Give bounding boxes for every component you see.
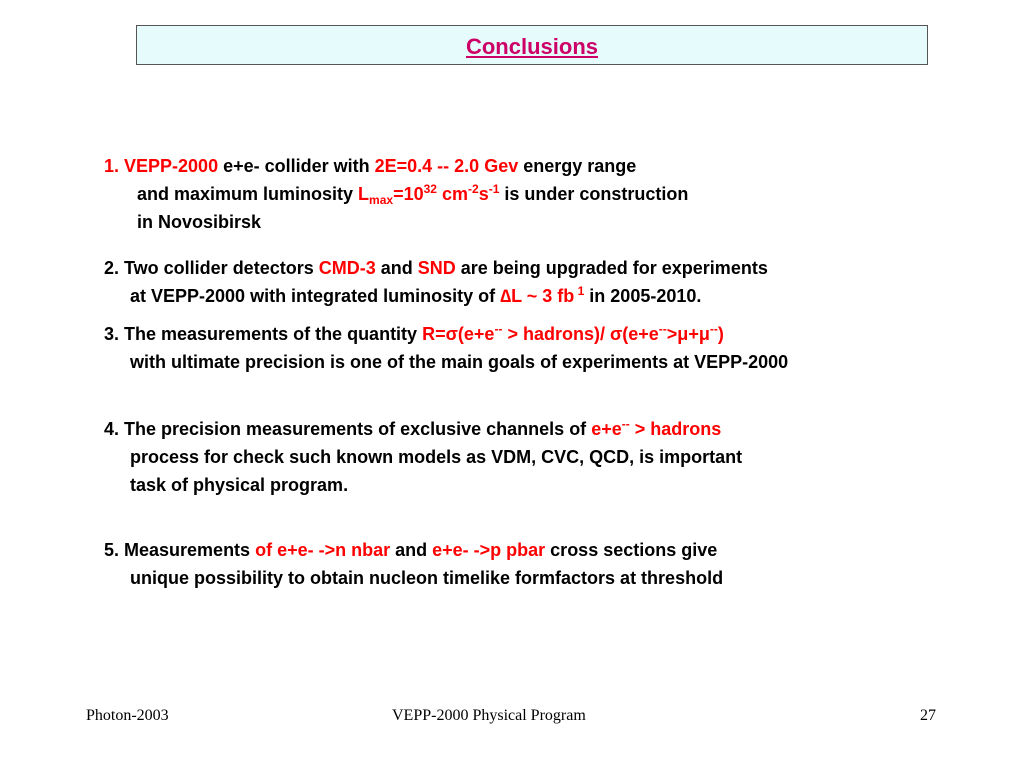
item-4-line-2: process for check such known models as VDM, CVC, QCD, is important xyxy=(130,447,743,467)
item-1-text-b: e+e- collider with xyxy=(218,156,375,176)
lmax-exp: 32 xyxy=(423,182,437,196)
formula-part-4: ) xyxy=(717,324,724,344)
item-2-delta-l xyxy=(500,286,584,306)
item-5-and: and xyxy=(390,540,433,560)
reaction-hadrons: > hadrons xyxy=(629,419,722,439)
item-2-cmd3: CMD-3 xyxy=(318,258,376,278)
reaction-ee: e+e xyxy=(591,419,622,439)
footer-center: VEPP-2000 Physical Program xyxy=(392,707,586,724)
lmax-cm-exp: -2 xyxy=(468,182,479,196)
item-1-number: 1. xyxy=(104,156,125,176)
formula-sup-2: -- xyxy=(658,322,667,336)
delta-l-exp: 1 xyxy=(574,284,585,298)
item-1-construction: is under construction xyxy=(499,184,689,204)
delta-l-text: ∆L ~ 3 fb xyxy=(500,286,575,306)
item-1-vepp: VEPP-2000 xyxy=(124,156,219,176)
conclusion-item-2 xyxy=(104,254,768,310)
item-2-lum-text: at VEPP-2000 with integrated luminosity of xyxy=(130,286,501,306)
item-4-reaction xyxy=(591,419,721,439)
item-1-line-1 xyxy=(104,152,688,180)
conclusion-item-3 xyxy=(104,320,788,376)
item-5-text-a: 5. Measurements xyxy=(104,540,256,560)
lmax-s: s xyxy=(478,184,489,204)
item-2-text-e: are being upgraded for experiments xyxy=(455,258,768,278)
item-1-line-2 xyxy=(104,180,688,208)
lmax-s-exp: -1 xyxy=(488,182,500,196)
conclusion-item-1 xyxy=(104,152,688,236)
item-4-text-a: 4. The precision measurements of exclusive channels of xyxy=(104,419,592,439)
lmax-eq: =10 xyxy=(393,184,424,204)
formula-part-1: R=σ(e+e xyxy=(422,324,495,344)
item-5-line-2: unique possibility to obtain nucleon timelike formfactors at threshold xyxy=(130,568,724,588)
item-4-line-3: task of physical program. xyxy=(130,475,349,495)
item-3-line-2: with ultimate precision is one of the main goals of experiments at VEPP-2000 xyxy=(130,352,789,372)
item-5-text-e: cross sections give xyxy=(545,540,718,560)
item-1-lum-text: and maximum luminosity xyxy=(137,184,359,204)
lmax-cm: cm xyxy=(436,184,469,204)
footer-left: Photon-2003 xyxy=(86,707,169,724)
item-2-line-2 xyxy=(104,282,768,310)
item-5-line-1 xyxy=(104,536,723,564)
slide-title: Conclusions xyxy=(465,34,598,59)
item-3-formula xyxy=(422,324,724,344)
formula-part-3: >μ+μ xyxy=(666,324,710,344)
item-4-line-1 xyxy=(104,415,742,443)
item-1-energy: 2E=0.4 -- 2.0 Gev xyxy=(374,156,519,176)
item-3-text-a: 3. The measurements of the quantity xyxy=(104,324,423,344)
item-2-years: in 2005-2010. xyxy=(584,286,702,306)
item-2-snd: SND xyxy=(417,258,456,278)
item-3-line-1 xyxy=(104,320,788,348)
item-1-text-d: energy range xyxy=(518,156,637,176)
item-2-text-a: 2. Two collider detectors xyxy=(104,258,319,278)
item-2-and: and xyxy=(375,258,418,278)
item-1-lmax xyxy=(358,182,500,207)
item-1-line-3: in Novosibirsk xyxy=(137,212,262,232)
page-number: 27 xyxy=(920,707,936,724)
lmax-sub: max xyxy=(369,193,394,207)
formula-part-2: > hadrons)/ σ(e+e xyxy=(502,324,659,344)
item-5-nnbar: of e+e- ->n nbar xyxy=(255,540,391,560)
reaction-sup: -- xyxy=(621,417,630,431)
conclusion-item-5 xyxy=(104,536,723,592)
formula-sup-1: -- xyxy=(494,322,503,336)
title-box xyxy=(136,25,928,65)
conclusion-item-4 xyxy=(104,415,742,499)
lmax-l: L xyxy=(358,184,370,204)
item-5-ppbar: e+e- ->p pbar xyxy=(432,540,546,560)
item-2-line-1 xyxy=(104,254,768,282)
formula-sup-3: -- xyxy=(709,322,718,336)
